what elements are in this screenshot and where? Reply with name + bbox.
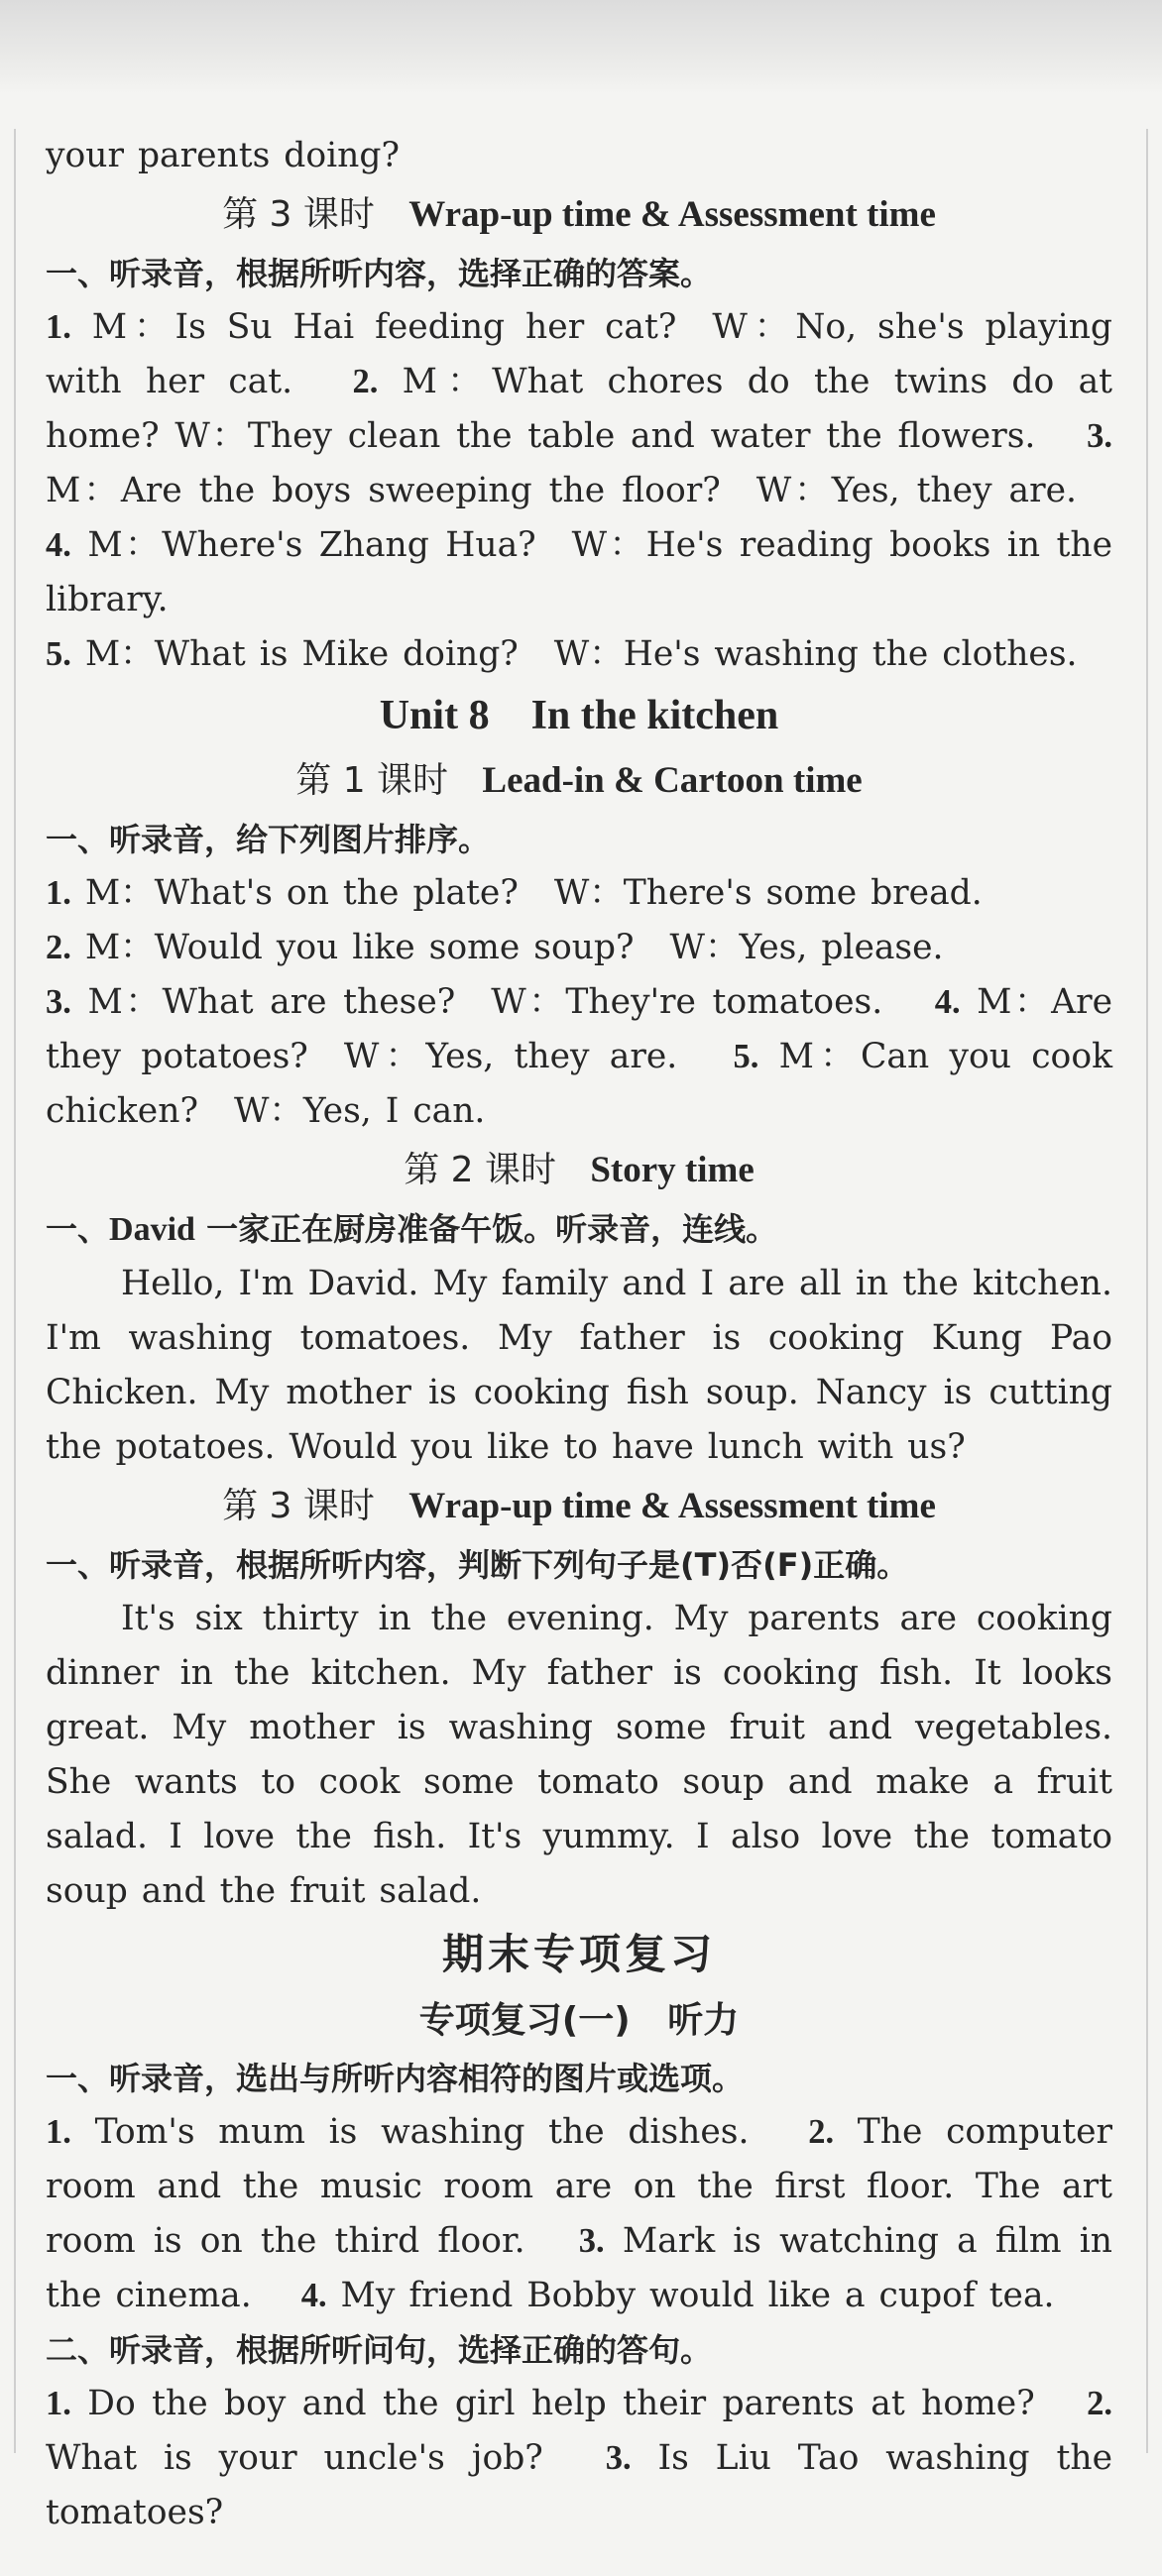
right-margin-line (1146, 129, 1148, 2453)
story-paragraph: Hello, I'm David. My family and I are all in the kitchen. I'm washing tomatoes. My father is cooking Kung Pao Chicken. My mother is cooking fish soup. Nancy is cutting the potatoes. Would you like to have lunch with us? (46, 1264, 1112, 1467)
scan-top-shadow (0, 0, 1162, 94)
final-review-heading: 期末专项复习 (441, 1930, 716, 1978)
transcript-paragraph: 1. Do the boy and the girl help their parents at home? 2. What is your uncle's job? 3. Is Liu Tao washing the tomatoes? (46, 2384, 1113, 2532)
transcript-paragraph: 1. M：What's on the plate? W：There's some bread. 2. M：Would you like some soup? W：Yes, please. 3. M：What are these? W：They're tomatoes. 4. M：Are they potatoes? W：Yes, they are. 5. M：Can you cook chicken? W：Yes, I can. (46, 873, 1113, 1131)
question-heading: 一、听录音，选出与所听内容相符的图片或选项。 (46, 2060, 745, 2097)
unit-heading: Unit 8 In the kitchen (379, 693, 779, 738)
continued-line: your parents doing? (46, 136, 400, 175)
question-heading: 二、听录音，根据所听问句，选择正确的答句。 (46, 2331, 713, 2369)
story-paragraph: It's six thirty in the evening. My parents are cooking dinner in the kitchen. My father is cooking fish. It looks great. My mother is washing some fruit and vegetables. She wants to cook some tomato soup and make a fruit salad. I love the fish. It's yummy. I also love the tomato soup and the fruit salad. (46, 1599, 1112, 1911)
review-subheading: 专项复习(一) 听力 (418, 2000, 740, 2041)
transcript-paragraph: 1. Tom's mum is washing the dishes. 2. The computer room and the music room are on the first floor. The art room is on the third floor. 3. Mark is watching a film in the cinema. 4. My friend Bobby would like a cupof tea. (46, 2112, 1112, 2315)
question-heading: 一、听录音，根据所听内容，判断下列句子是(T)否(F)正确。 (46, 1546, 909, 1584)
lesson-heading: 第 3 课时 Wrap-up time & Assessment time (222, 194, 936, 235)
lesson-heading: 第 2 课时 Story time (404, 1150, 755, 1190)
lesson-heading: 第 1 课时 Lead-in & Cartoon time (295, 760, 863, 801)
transcript-paragraph: 1. M：Is Su Hai feeding her cat? W：No, she's playing with her cat. 2. M：What chores do the twins do at home? W：They clean the table and water the flowers. 3. M：Are the boys sweeping the floor? W：Yes, they are. 4. M：Where's Zhang Hua? W：He's reading books in the library. 5. M：What is Mike doing? W：He's washing the clothes. (46, 307, 1113, 674)
question-heading: 一、David 一家正在厨房准备午饭。听录音，连线。 (46, 1210, 778, 1248)
question-heading: 一、听录音，根据所听内容，选择正确的答案。 (46, 255, 713, 292)
content (46, 129, 1112, 2540)
lesson-heading: 第 3 课时 Wrap-up time & Assessment time (222, 1486, 936, 1526)
left-margin-line (14, 129, 16, 2453)
question-heading: 一、听录音，给下列图片排序。 (46, 821, 491, 858)
